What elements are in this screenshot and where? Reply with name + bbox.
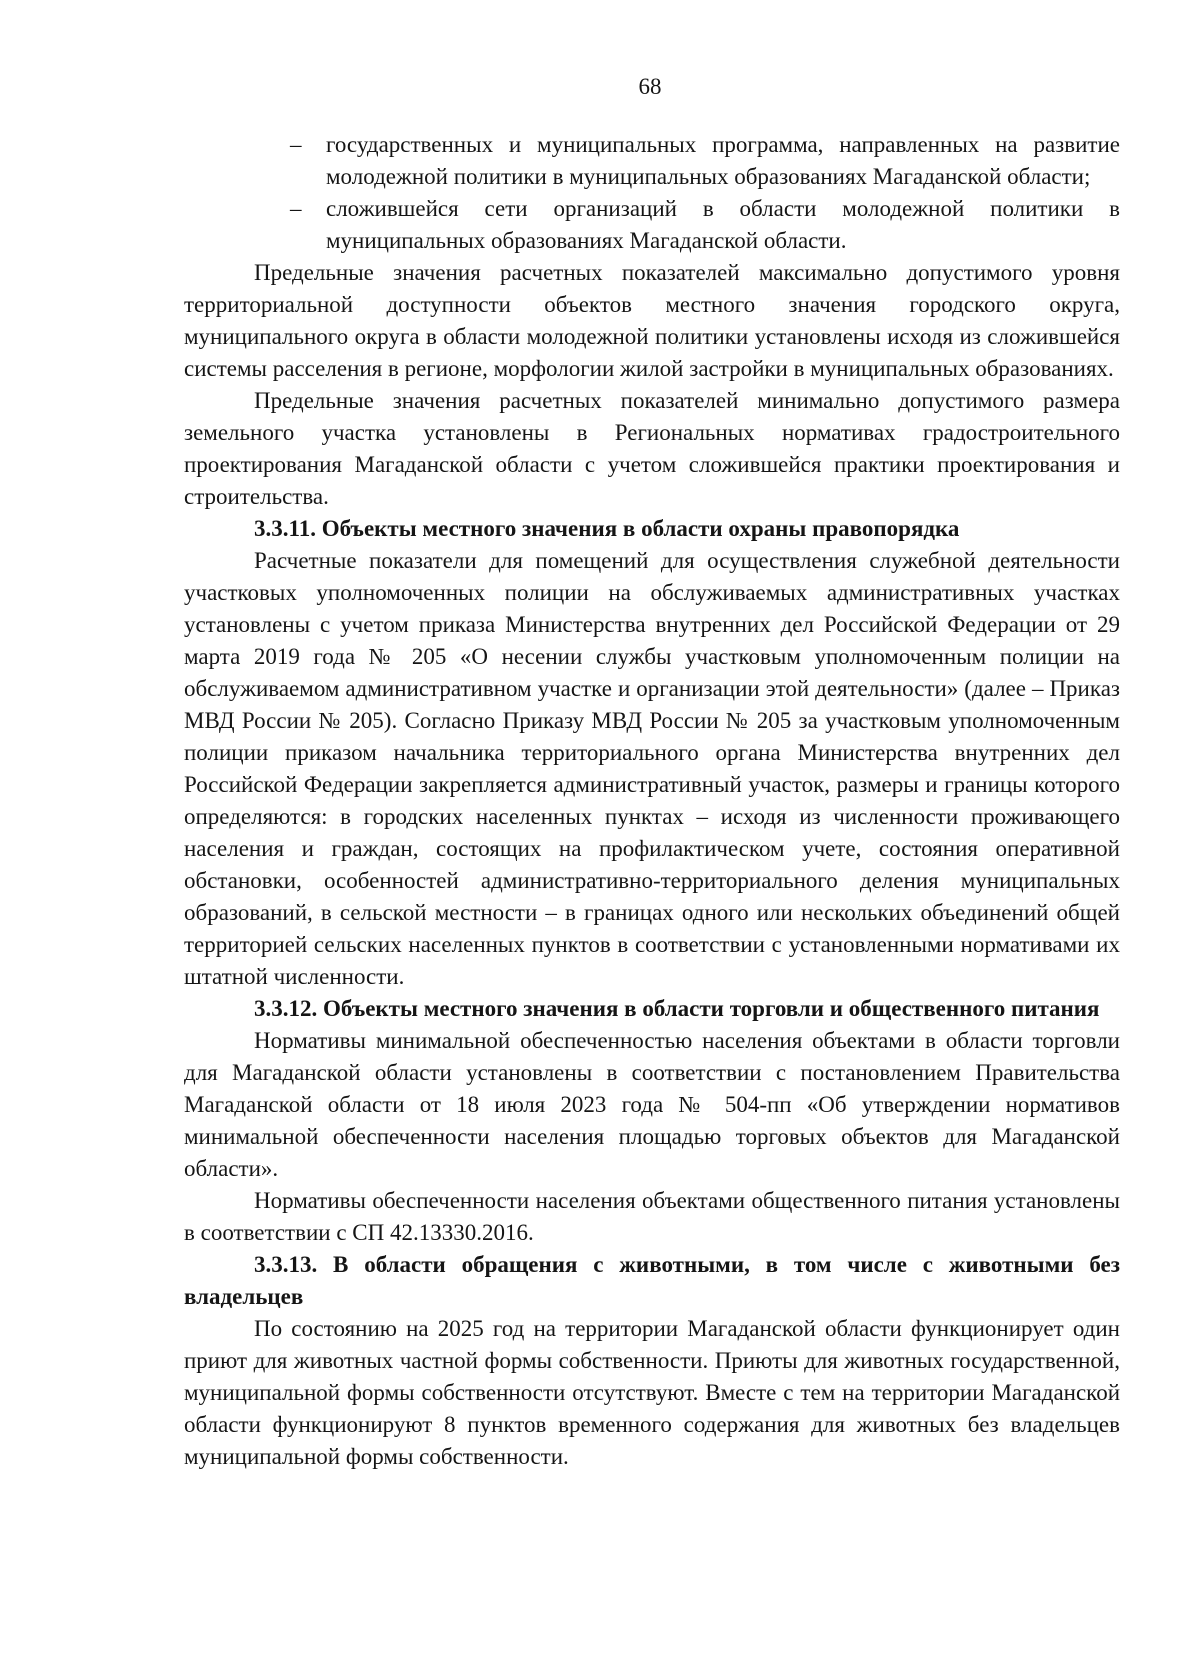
dash-marker: – <box>290 196 302 221</box>
document-body <box>184 129 1120 1473</box>
paragraph-accessibility: Предельные значения расчетных показателей максимально допустимого уровня территориальной доступности объектов местного значения городского округа, муниципального округа в области молодежной политики установлены исходя из сложившейся системы расселения в регионе, морфологии жилой застройки в муниципальных образованиях. <box>184 260 1120 381</box>
bullet-list <box>184 129 1120 257</box>
section-heading-animals: 3.3.13. В области обращения с животными, в том числе с животными без владельцев <box>184 1252 1120 1309</box>
page-number: 68 <box>638 74 662 99</box>
section-heading-law-enforcement: 3.3.11. Объекты местного значения в области охраны правопорядка <box>254 516 960 541</box>
dash-marker: – <box>290 132 302 157</box>
list-item-text: сложившейся сети организаций в области молодежной политики в муниципальных образованиях Магаданской области. <box>326 196 1120 253</box>
paragraph-catering-norms: Нормативы обеспеченности населения объектами общественного питания установлены в соответствии с СП 42.13330.2016. <box>184 1188 1120 1245</box>
section-heading-trade: 3.3.12. Объекты местного значения в области торговли и общественного питания <box>254 996 1100 1021</box>
paragraph-police-premises: Расчетные показатели для помещений для осуществления служебной деятельности участковых уполномоченных полиции на обслуживаемых административных участках установлены с учетом приказа Министерства внутренних дел Российской Федерации от 29 марта 2019 года № 205 «О несении службы участковым уполномоченным полиции на обслуживаемом административном участке и организации этой деятельности» (далее – Приказ МВД России № 205). Согласно Приказу МВД России № 205 за участковым уполномоченным полиции приказом начальника территориального органа Министерства внутренних дел Российской Федерации закрепляется административный участок, размеры и границы которого определяются: в городских населенных пунктах – исходя из численности проживающего населения и граждан, состоящих на профилактическом учете, состояния оперативной обстановки, особенностей административно-территориального деления муниципальных образований, в сельской местности – в границах одного или нескольких объединений общей территорией сельских населенных пунктов в соответствии с установленными нормативами их штатной численности. <box>184 548 1120 989</box>
paragraph-trade-norms: Нормативы минимальной обеспеченностью населения объектами в области торговли для Магаданской области установлены в соответствии с постановлением Правительства Магаданской области от 18 июля 2023 года № 504-пп «Об утверждении нормативов минимальной обеспеченности населения площадью торговых объектов для Магаданской области». <box>184 1028 1120 1181</box>
list-item <box>184 193 1120 257</box>
paragraph-land-plot: Предельные значения расчетных показателей минимально допустимого размера земельного участка установлены в Региональных нормативах градостроительного проектирования Магаданской области с учетом сложившейся практики проектирования и строительства. <box>184 388 1120 509</box>
list-item-text: государственных и муниципальных программа, направленных на развитие молодежной политики в муниципальных образованиях Магаданской области; <box>326 132 1120 189</box>
paragraph-animal-shelters: По состоянию на 2025 год на территории Магаданской области функционирует один приют для животных частной формы собственности. Приюты для животных государственной, муниципальной формы собственности отсутствуют. Вместе с тем на территории Магаданской области функционируют 8 пунктов временного содержания для животных без владельцев муниципальной формы собственности. <box>184 1316 1120 1469</box>
list-item <box>184 129 1120 193</box>
